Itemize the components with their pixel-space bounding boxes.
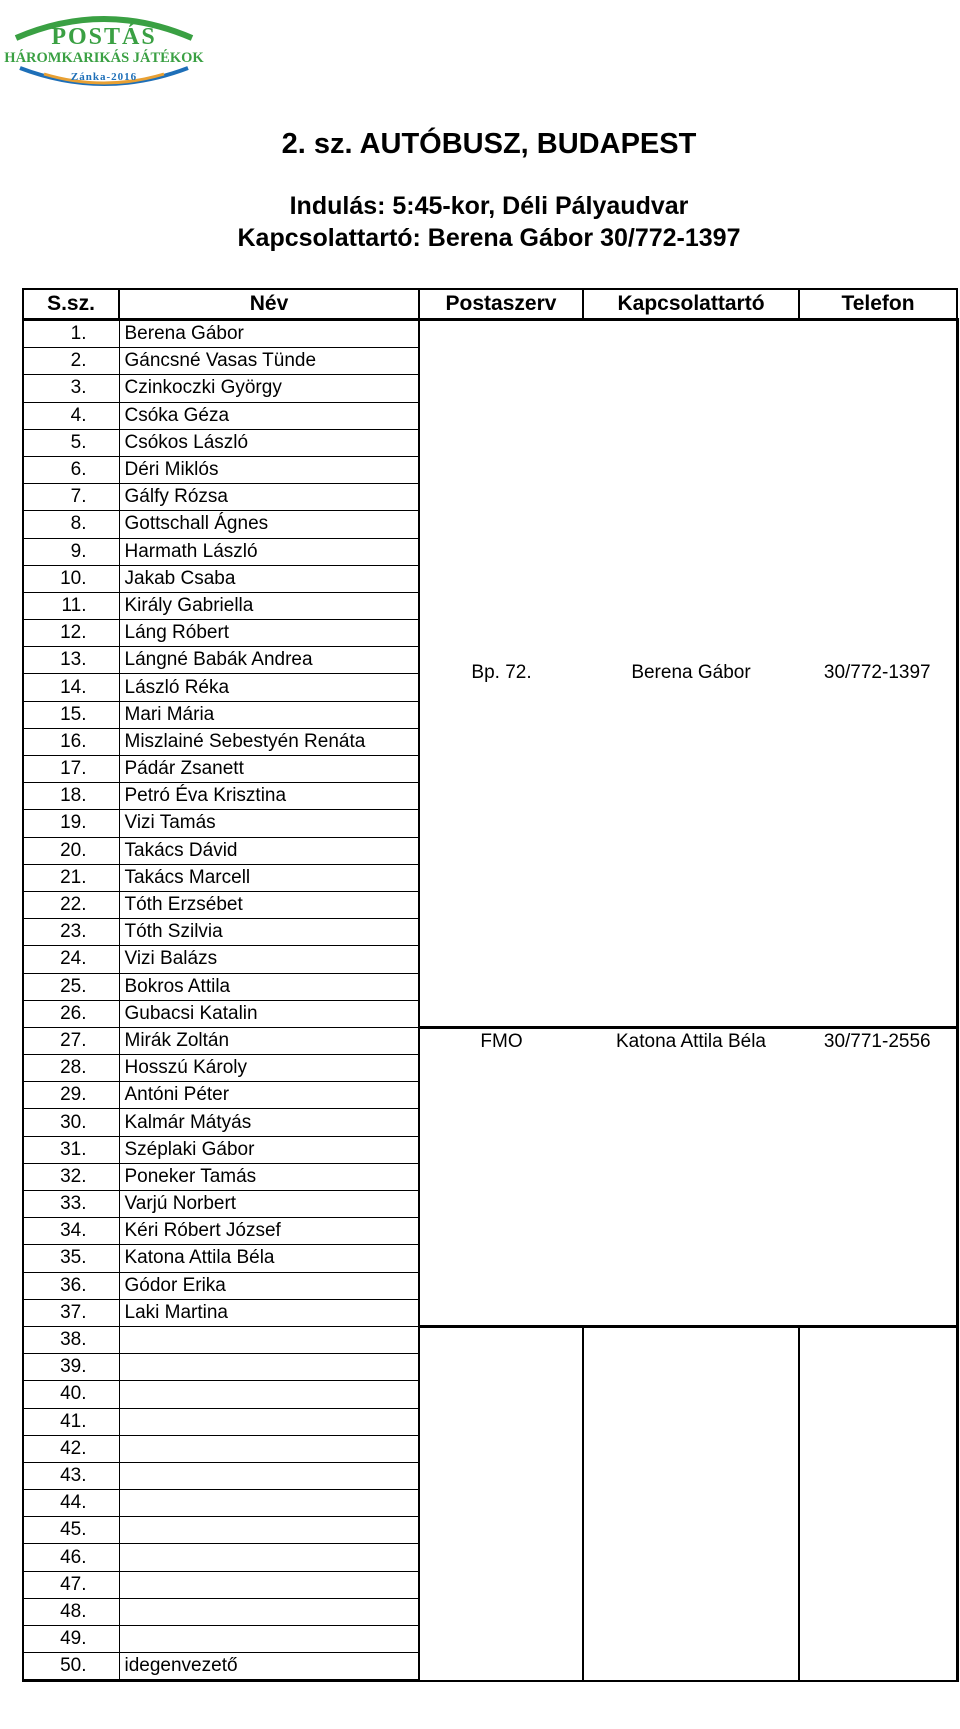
row-serial: 39. — [23, 1354, 119, 1381]
row-serial: 10. — [23, 565, 119, 592]
row-name: Czinkoczki György — [119, 375, 419, 402]
row-serial: 28. — [23, 1055, 119, 1082]
row-name: Pádár Zsanett — [119, 756, 419, 783]
row-serial: 22. — [23, 891, 119, 918]
row-name: Csóka Géza — [119, 402, 419, 429]
row-name: idegenvezető — [119, 1653, 419, 1681]
row-name: Tóth Szilvia — [119, 919, 419, 946]
header-serial: S.sz. — [23, 289, 119, 320]
row-name — [119, 1490, 419, 1517]
row-serial: 37. — [23, 1299, 119, 1326]
row-name — [119, 1326, 419, 1353]
row-serial: 9. — [23, 538, 119, 565]
row-name — [119, 1626, 419, 1653]
row-serial: 45. — [23, 1517, 119, 1544]
row-serial: 8. — [23, 511, 119, 538]
row-serial: 43. — [23, 1462, 119, 1489]
row-serial: 48. — [23, 1598, 119, 1625]
row-name: Antóni Péter — [119, 1082, 419, 1109]
row-serial: 29. — [23, 1082, 119, 1109]
row-name: Poneker Tamás — [119, 1163, 419, 1190]
row-name: Hosszú Károly — [119, 1055, 419, 1082]
row-name — [119, 1435, 419, 1462]
row-serial: 17. — [23, 756, 119, 783]
group-contact-person: Berena Gábor — [583, 320, 799, 1028]
table-row — [23, 1326, 957, 1353]
group-contact-person: Katona Attila Béla — [583, 1027, 799, 1326]
row-serial: 36. — [23, 1272, 119, 1299]
row-name: Gálfy Rózsa — [119, 484, 419, 511]
row-serial: 50. — [23, 1653, 119, 1681]
row-serial: 38. — [23, 1326, 119, 1353]
row-serial: 40. — [23, 1381, 119, 1408]
row-serial: 7. — [23, 484, 119, 511]
row-name: Takács Marcell — [119, 864, 419, 891]
row-name: Gubacsi Katalin — [119, 1000, 419, 1027]
header-contact-person: Kapcsolattartó — [583, 289, 799, 320]
logo-line3: Zánka-2016 — [70, 71, 138, 83]
row-name — [119, 1571, 419, 1598]
header-organization: Postaszerv — [419, 289, 583, 320]
row-serial: 23. — [23, 919, 119, 946]
row-name: Kalmár Mátyás — [119, 1109, 419, 1136]
empty-org-cell — [419, 1326, 583, 1680]
row-name: Vizi Balázs — [119, 946, 419, 973]
row-serial: 6. — [23, 456, 119, 483]
row-serial: 14. — [23, 674, 119, 701]
row-serial: 24. — [23, 946, 119, 973]
row-serial: 4. — [23, 402, 119, 429]
logo-line2: HÁROMKARIKÁS JÁTÉKOK — [4, 50, 204, 66]
header-name: Név — [119, 289, 419, 320]
row-serial: 49. — [23, 1626, 119, 1653]
row-name: Petró Éva Krisztina — [119, 783, 419, 810]
row-name: Lángné Babák Andrea — [119, 647, 419, 674]
row-serial: 1. — [23, 320, 119, 348]
row-name: Vizi Tamás — [119, 810, 419, 837]
row-serial: 47. — [23, 1571, 119, 1598]
row-serial: 12. — [23, 620, 119, 647]
header-phone: Telefon — [799, 289, 957, 320]
empty-contact-cell — [583, 1326, 799, 1680]
departure-info: Indulás: 5:45-kor, Déli Pályaudvar — [289, 192, 689, 220]
row-name: Gódor Erika — [119, 1272, 419, 1299]
contact-info: Kapcsolattartó: Berena Gábor 30/772-1397 — [237, 224, 741, 252]
row-name: Gáncsné Vasas Tünde — [119, 348, 419, 375]
row-serial: 32. — [23, 1163, 119, 1190]
row-name: Mari Mária — [119, 701, 419, 728]
row-serial: 26. — [23, 1000, 119, 1027]
group-organization: FMO — [419, 1027, 583, 1326]
row-name: Harmath László — [119, 538, 419, 565]
row-serial: 41. — [23, 1408, 119, 1435]
event-logo — [4, 8, 204, 92]
row-name: Bokros Attila — [119, 973, 419, 1000]
row-name — [119, 1381, 419, 1408]
row-name — [119, 1462, 419, 1489]
table-row — [23, 320, 957, 348]
row-name: Gottschall Ágnes — [119, 511, 419, 538]
row-serial: 11. — [23, 592, 119, 619]
row-name — [119, 1544, 419, 1571]
row-name: Mirák Zoltán — [119, 1027, 419, 1054]
row-serial: 13. — [23, 647, 119, 674]
logo-rings-graphic — [4, 8, 204, 92]
row-name: Király Gabriella — [119, 592, 419, 619]
row-name: Csókos László — [119, 429, 419, 456]
row-name: Berena Gábor — [119, 320, 419, 348]
row-serial: 27. — [23, 1027, 119, 1054]
row-serial: 15. — [23, 701, 119, 728]
row-name — [119, 1408, 419, 1435]
row-name — [119, 1517, 419, 1544]
row-serial: 33. — [23, 1191, 119, 1218]
group-organization: Bp. 72. — [419, 320, 583, 1028]
row-name — [119, 1598, 419, 1625]
page-title: 2. sz. AUTÓBUSZ, BUDAPEST — [281, 128, 697, 160]
row-serial: 31. — [23, 1136, 119, 1163]
row-name: László Réka — [119, 674, 419, 701]
empty-phone-cell — [799, 1326, 957, 1680]
row-name: Jakab Csaba — [119, 565, 419, 592]
row-name: Kéri Róbert József — [119, 1218, 419, 1245]
row-serial: 20. — [23, 837, 119, 864]
row-serial: 25. — [23, 973, 119, 1000]
row-name: Miszlainé Sebestyén Renáta — [119, 728, 419, 755]
row-name: Katona Attila Béla — [119, 1245, 419, 1272]
group-phone: 30/772-1397 — [799, 320, 957, 1028]
row-serial: 2. — [23, 348, 119, 375]
logo-line1: POSTÁS — [51, 24, 157, 50]
row-serial: 44. — [23, 1490, 119, 1517]
table-row — [23, 1027, 957, 1054]
table-header-row — [23, 289, 957, 320]
row-serial: 19. — [23, 810, 119, 837]
row-name: Déri Miklós — [119, 456, 419, 483]
table-body — [23, 320, 957, 1681]
row-serial: 5. — [23, 429, 119, 456]
row-name: Takács Dávid — [119, 837, 419, 864]
row-name — [119, 1354, 419, 1381]
row-serial: 30. — [23, 1109, 119, 1136]
group-phone: 30/771-2556 — [799, 1027, 957, 1326]
row-serial: 35. — [23, 1245, 119, 1272]
row-serial: 34. — [23, 1218, 119, 1245]
row-serial: 18. — [23, 783, 119, 810]
row-name: Széplaki Gábor — [119, 1136, 419, 1163]
row-name: Láng Róbert — [119, 620, 419, 647]
row-serial: 3. — [23, 375, 119, 402]
row-serial: 42. — [23, 1435, 119, 1462]
row-serial: 21. — [23, 864, 119, 891]
row-name: Tóth Erzsébet — [119, 891, 419, 918]
row-serial: 16. — [23, 728, 119, 755]
passenger-table — [22, 288, 959, 1682]
row-name: Varjú Norbert — [119, 1191, 419, 1218]
row-name: Laki Martina — [119, 1299, 419, 1326]
row-serial: 46. — [23, 1544, 119, 1571]
